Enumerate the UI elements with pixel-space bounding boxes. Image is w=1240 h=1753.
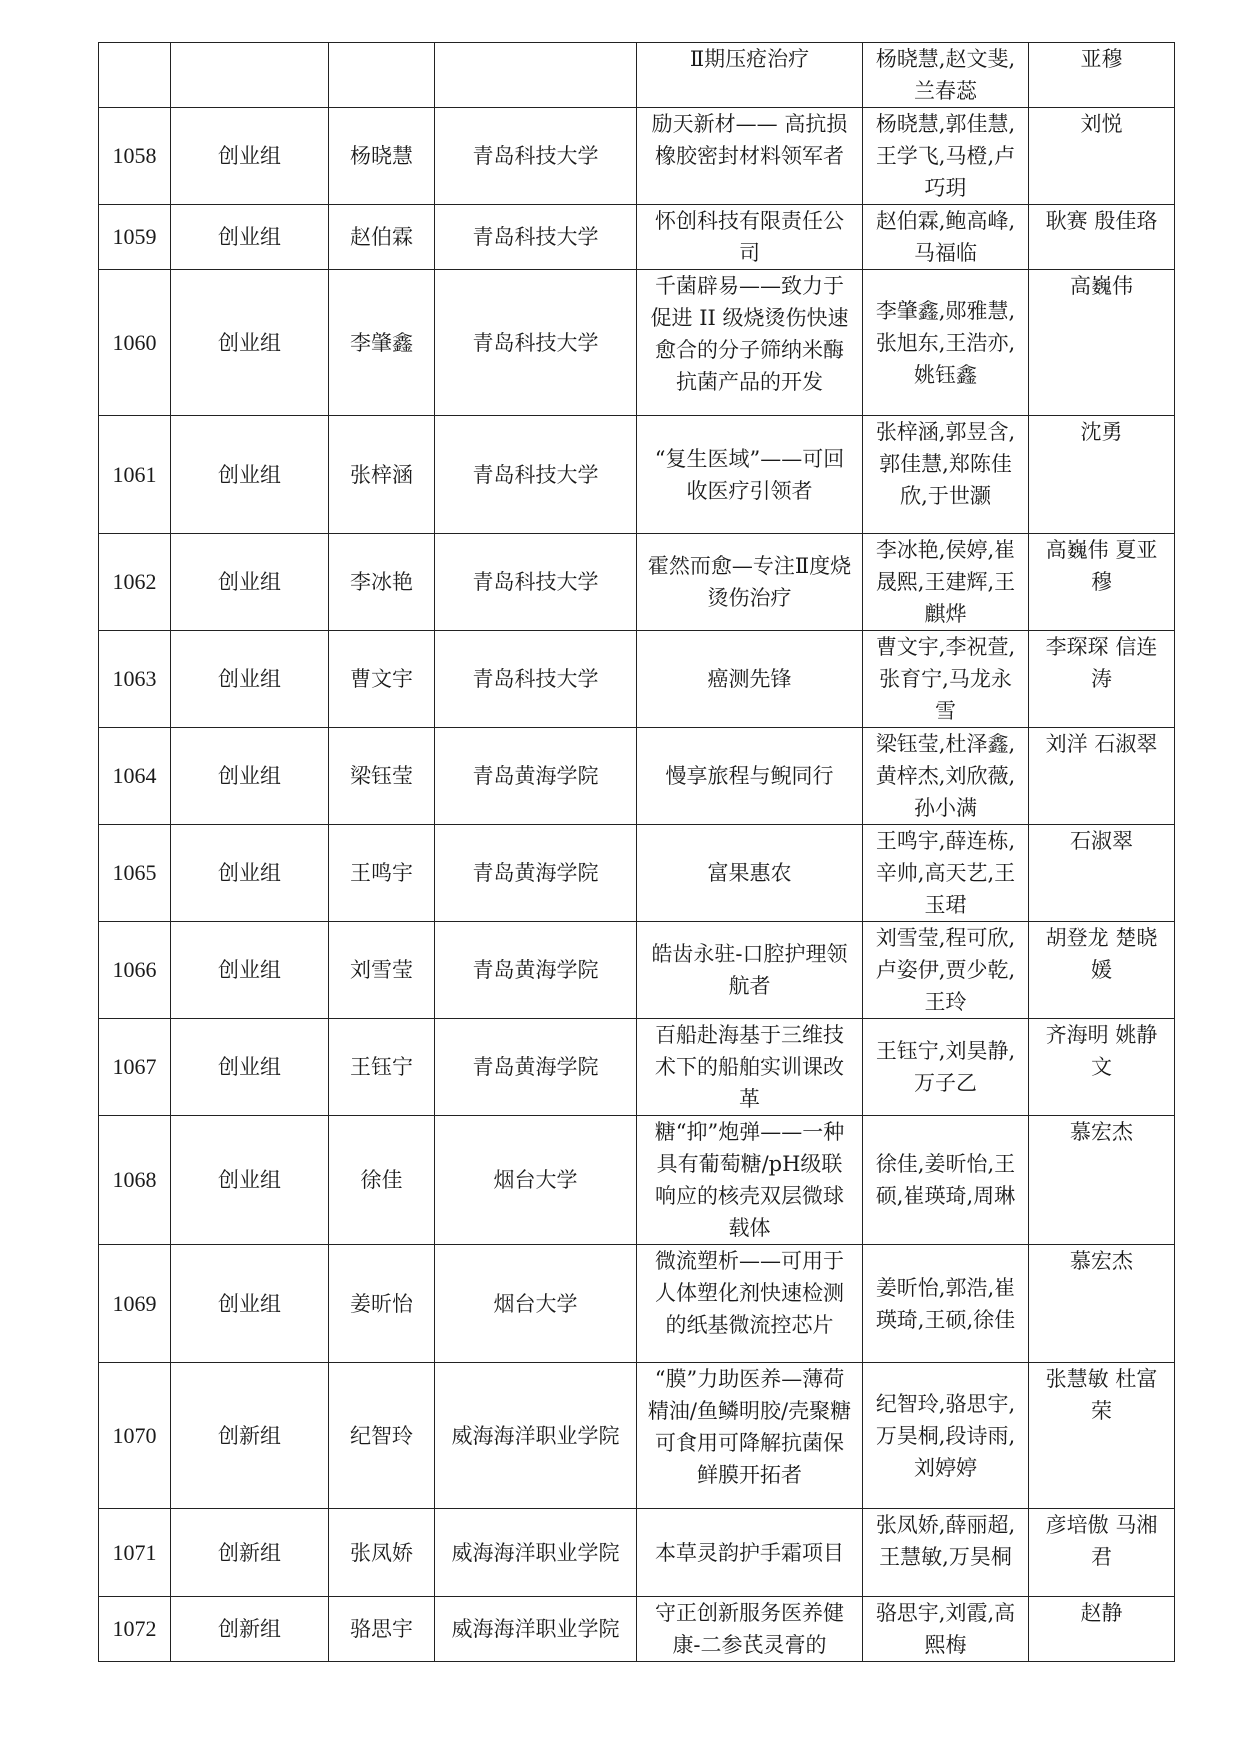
table-row xyxy=(99,1509,1175,1597)
table-row xyxy=(99,205,1175,270)
cell-advisor: 耿赛 殷佳珞 xyxy=(1029,205,1175,270)
cell-advisor: 彦培傲 马湘君 xyxy=(1029,1509,1175,1597)
cell-id: 1071 xyxy=(99,1509,171,1597)
cell-id: 1062 xyxy=(99,534,171,631)
cell-school: 烟台大学 xyxy=(435,1116,637,1245)
cell-id: 1069 xyxy=(99,1245,171,1363)
cell-members: 张梓涵,郭昱含,郭佳慧,郑陈佳欣,于世灏 xyxy=(863,416,1029,534)
cell-leader: 刘雪莹 xyxy=(329,922,435,1019)
cell-school: 青岛黄海学院 xyxy=(435,825,637,922)
cell-advisor: 亚穆 xyxy=(1029,43,1175,108)
cell-leader: 梁钰莹 xyxy=(329,728,435,825)
cell-school: 烟台大学 xyxy=(435,1245,637,1363)
cell-project: “膜”力助医养—薄荷精油/鱼鳞明胶/壳聚糖可食用可降解抗菌保鲜膜开拓者 xyxy=(637,1363,863,1509)
table-row xyxy=(99,1245,1175,1363)
table-row xyxy=(99,1363,1175,1509)
cell-leader xyxy=(329,43,435,108)
cell-advisor: 高巍伟 夏亚穆 xyxy=(1029,534,1175,631)
cell-members: 徐佳,姜昕怡,王硕,崔瑛琦,周琳 xyxy=(863,1116,1029,1245)
cell-group: 创业组 xyxy=(171,728,329,825)
cell-project: Ⅱ期压疮治疗 xyxy=(637,43,863,108)
cell-leader: 纪智玲 xyxy=(329,1363,435,1509)
cell-advisor: 石淑翠 xyxy=(1029,825,1175,922)
cell-leader: 张凤娇 xyxy=(329,1509,435,1597)
cell-group: 创业组 xyxy=(171,1019,329,1116)
table-row xyxy=(99,631,1175,728)
cell-advisor: 高巍伟 xyxy=(1029,270,1175,416)
cell-id: 1060 xyxy=(99,270,171,416)
cell-leader: 赵伯霖 xyxy=(329,205,435,270)
cell-project: 富果惠农 xyxy=(637,825,863,922)
table-row xyxy=(99,534,1175,631)
cell-members: 杨晓慧,赵文斐,兰春蕊 xyxy=(863,43,1029,108)
cell-id: 1066 xyxy=(99,922,171,1019)
table-row xyxy=(99,1597,1175,1662)
cell-school: 青岛科技大学 xyxy=(435,534,637,631)
table-row xyxy=(99,270,1175,416)
table-row xyxy=(99,416,1175,534)
cell-project: 微流塑析——可用于人体塑化剂快速检测的纸基微流控芯片 xyxy=(637,1245,863,1363)
cell-school: 威海海洋职业学院 xyxy=(435,1363,637,1509)
cell-group: 创业组 xyxy=(171,825,329,922)
cell-id: 1067 xyxy=(99,1019,171,1116)
cell-school: 青岛科技大学 xyxy=(435,631,637,728)
table-row xyxy=(99,108,1175,205)
cell-leader: 王钰宁 xyxy=(329,1019,435,1116)
cell-advisor: 赵静 xyxy=(1029,1597,1175,1662)
cell-project: 怀创科技有限责任公司 xyxy=(637,205,863,270)
cell-school: 青岛科技大学 xyxy=(435,205,637,270)
cell-members: 赵伯霖,鲍高峰,马福临 xyxy=(863,205,1029,270)
cell-project: 本草灵韵护手霜项目 xyxy=(637,1509,863,1597)
cell-id: 1065 xyxy=(99,825,171,922)
cell-school: 青岛黄海学院 xyxy=(435,922,637,1019)
cell-project: 励天新材—— 高抗损橡胶密封材料领军者 xyxy=(637,108,863,205)
cell-members: 张凤娇,薛丽超,王慧敏,万昊桐 xyxy=(863,1509,1029,1597)
cell-project: 霍然而愈—专注Ⅱ度烧烫伤治疗 xyxy=(637,534,863,631)
cell-project: 癌测先锋 xyxy=(637,631,863,728)
table-row xyxy=(99,922,1175,1019)
cell-school: 青岛黄海学院 xyxy=(435,728,637,825)
cell-group: 创新组 xyxy=(171,1509,329,1597)
cell-project: 糖“抑”炮弹——一种具有葡萄糖/pH级联 响应的核壳双层微球载体 xyxy=(637,1116,863,1245)
cell-id: 1059 xyxy=(99,205,171,270)
cell-advisor: 刘洋 石淑翠 xyxy=(1029,728,1175,825)
cell-members: 纪智玲,骆思宇,万昊桐,段诗雨,刘婷婷 xyxy=(863,1363,1029,1509)
cell-project: 慢享旅程与鲵同行 xyxy=(637,728,863,825)
cell-members: 刘雪莹,程可欣,卢姿伊,贾少乾,王玲 xyxy=(863,922,1029,1019)
cell-project: 守正创新服务医养健康-二参芪灵膏的 xyxy=(637,1597,863,1662)
cell-advisor: 慕宏杰 xyxy=(1029,1245,1175,1363)
cell-group: 创业组 xyxy=(171,922,329,1019)
table-body xyxy=(99,43,1175,1662)
cell-members: 李冰艳,侯婷,崔晟熙,王建辉,王麒烨 xyxy=(863,534,1029,631)
cell-members: 姜昕怡,郭浩,崔瑛琦,王硕,徐佳 xyxy=(863,1245,1029,1363)
cell-school: 青岛科技大学 xyxy=(435,108,637,205)
cell-group: 创业组 xyxy=(171,108,329,205)
cell-advisor: 刘悦 xyxy=(1029,108,1175,205)
cell-school: 青岛科技大学 xyxy=(435,270,637,416)
cell-advisor: 李琛琛 信连涛 xyxy=(1029,631,1175,728)
cell-school: 威海海洋职业学院 xyxy=(435,1509,637,1597)
cell-leader: 骆思宇 xyxy=(329,1597,435,1662)
cell-leader: 李冰艳 xyxy=(329,534,435,631)
cell-id: 1061 xyxy=(99,416,171,534)
cell-id: 1072 xyxy=(99,1597,171,1662)
table-row xyxy=(99,1116,1175,1245)
cell-school: 青岛科技大学 xyxy=(435,416,637,534)
cell-members: 骆思宇,刘霞,高熙梅 xyxy=(863,1597,1029,1662)
cell-advisor: 慕宏杰 xyxy=(1029,1116,1175,1245)
cell-id: 1068 xyxy=(99,1116,171,1245)
cell-leader: 曹文宇 xyxy=(329,631,435,728)
cell-id: 1063 xyxy=(99,631,171,728)
cell-id: 1070 xyxy=(99,1363,171,1509)
cell-members: 王钰宁,刘昊静,万子乙 xyxy=(863,1019,1029,1116)
cell-group xyxy=(171,43,329,108)
cell-id: 1058 xyxy=(99,108,171,205)
cell-members: 杨晓慧,郭佳慧,王学飞,马橙,卢巧玥 xyxy=(863,108,1029,205)
cell-leader: 王鸣宇 xyxy=(329,825,435,922)
cell-id: 1064 xyxy=(99,728,171,825)
cell-members: 李肇鑫,郧雅慧,张旭东,王浩亦,姚钰鑫 xyxy=(863,270,1029,416)
cell-members: 梁钰莹,杜泽鑫,黄梓杰,刘欣薇,孙小满 xyxy=(863,728,1029,825)
table-row xyxy=(99,825,1175,922)
cell-group: 创新组 xyxy=(171,1363,329,1509)
cell-school xyxy=(435,43,637,108)
cell-advisor: 齐海明 姚静文 xyxy=(1029,1019,1175,1116)
table-row xyxy=(99,728,1175,825)
cell-leader: 徐佳 xyxy=(329,1116,435,1245)
cell-project: “复生医域”——可回收医疗引领者 xyxy=(637,416,863,534)
table-row xyxy=(99,1019,1175,1116)
cell-leader: 张梓涵 xyxy=(329,416,435,534)
cell-project: 千菌辟易——致力于促进 II 级烧烫伤快速愈合的分子筛纳米酶抗菌产品的开发 xyxy=(637,270,863,416)
cell-group: 创业组 xyxy=(171,416,329,534)
cell-leader: 李肇鑫 xyxy=(329,270,435,416)
cell-id xyxy=(99,43,171,108)
cell-members: 曹文宇,李祝萱,张育宁,马龙永雪 xyxy=(863,631,1029,728)
cell-project: 皓齿永驻-口腔护理领航者 xyxy=(637,922,863,1019)
table-row xyxy=(99,43,1175,108)
cell-group: 创业组 xyxy=(171,270,329,416)
cell-leader: 姜昕怡 xyxy=(329,1245,435,1363)
cell-group: 创新组 xyxy=(171,1597,329,1662)
cell-advisor: 张慧敏 杜富荣 xyxy=(1029,1363,1175,1509)
cell-school: 青岛黄海学院 xyxy=(435,1019,637,1116)
cell-members: 王鸣宇,薛连栋,辛帅,高天艺,王玉珺 xyxy=(863,825,1029,922)
award-table xyxy=(98,42,1175,1662)
cell-group: 创业组 xyxy=(171,534,329,631)
cell-group: 创业组 xyxy=(171,205,329,270)
cell-advisor: 胡登龙 楚晓媛 xyxy=(1029,922,1175,1019)
cell-group: 创业组 xyxy=(171,1116,329,1245)
cell-group: 创业组 xyxy=(171,631,329,728)
cell-leader: 杨晓慧 xyxy=(329,108,435,205)
cell-school: 威海海洋职业学院 xyxy=(435,1597,637,1662)
cell-group: 创业组 xyxy=(171,1245,329,1363)
cell-advisor: 沈勇 xyxy=(1029,416,1175,534)
cell-project: 百船赴海基于三维技术下的船舶实训课改革 xyxy=(637,1019,863,1116)
